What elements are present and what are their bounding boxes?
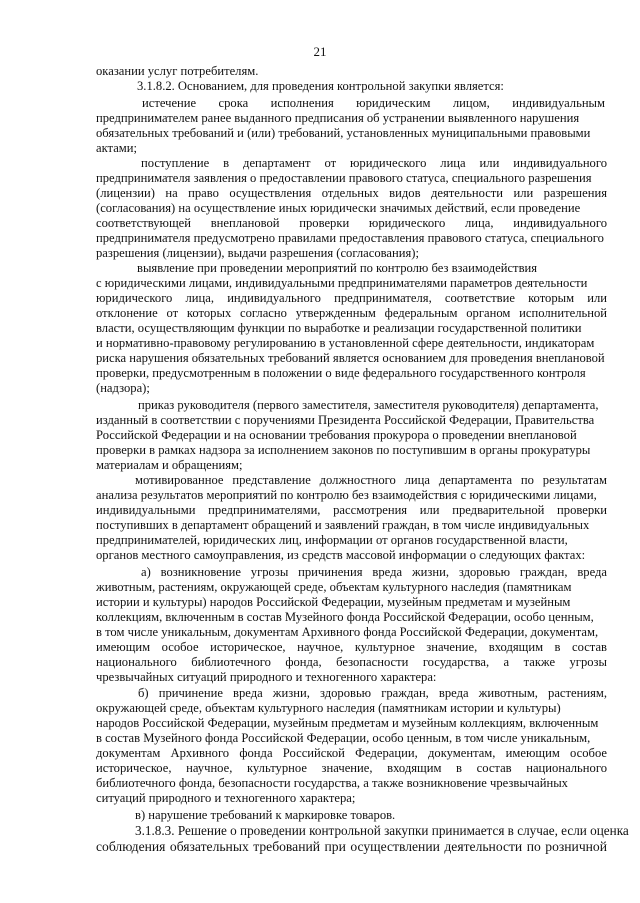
text-line: актами; (96, 141, 137, 155)
text-line: коллекциям, включенным в состав Музейного фонда Российской Федерации, особо ценным, (96, 610, 594, 624)
text-line: изданный в соответствии с поручениями Президента Российской Федерации, Правительства (96, 413, 595, 427)
text-line: разрешения (лицензии), выдачи разрешения (согласования); (96, 246, 419, 260)
text-line: и нормативно-правовому регулированию в установленной сфере деятельности, индикаторам (96, 336, 595, 350)
text-line: народов Российской Федерации, музейным предметам и музейным коллекциям, включенным (96, 716, 599, 730)
text-line: обязательных требований и (или) требований, установленных муниципальными правовыми (96, 126, 591, 140)
text-line: Российской Федерации и на основании требования прокурора о проведении внеплановой (96, 428, 577, 442)
text-line: индивидуальными предпринимателями, рассмотрения или предварительной проверки (96, 503, 607, 517)
text-line: органов местного самоуправления, из средств массовой информации о следующих фактах: (96, 548, 586, 562)
text-line: поступление в департамент от юридического лица или индивидуального (141, 156, 607, 170)
text-line: проверки, предусмотренным в положении о виде федерального государственного контроля (96, 366, 586, 380)
text-line: власти, осуществляющим функции по выработке и реализации государственной политики (96, 321, 582, 335)
text-line: истории и культуры) народов Российской Федерации, музейным предметам и музейным (96, 595, 571, 609)
text-line: библиотечного фонда, безопасности государства, а также возникновение чрезвычайных (96, 776, 568, 790)
text-line: животным, растениям, окружающей среде, объектам культурного наследия (памятникам (96, 580, 572, 594)
text-line: (согласования) на осуществление иных юридически значимых действий, если проведение (96, 201, 581, 215)
page-number: 21 (313, 44, 327, 59)
text-line: риска нарушения обязательных требований является основанием для проведения внеплановой (96, 351, 605, 365)
text-line: мотивированное представление должностного лица департамента по результатам (135, 473, 607, 487)
text-line: историческое, научное, культурное значение, входящим в состав национального (96, 761, 607, 775)
text-line: предпринимателя заявления о предоставлении правового статуса, специального разрешения (96, 171, 592, 185)
text-line: оказании услуг потребителям. (96, 64, 259, 78)
text-line: предпринимателем ранее выданного предписания об устранении выявленного нарушения (96, 111, 580, 125)
text-line: б) причинение вреда жизни, здоровью граждан, вреда животным, растениям, (138, 686, 607, 700)
text-line: имеющим особое историческое, научное, культурное значение, входящим в состав (96, 640, 607, 654)
text-line: ситуаций природного и техногенного характера; (96, 791, 356, 805)
text-line: национального библиотечного фонда, безопасности государства, а также угрозы (96, 655, 607, 669)
text-line: 3.1.8.3. Решение о проведении контрольной закупки принимается в случае, если оценка (135, 823, 629, 838)
text-line: соответствующей внеплановой проверки юридического лица, индивидуального (96, 216, 607, 230)
text-line: поступивших в департамент обращений и заявлений граждан, в том числе индивидуальных (96, 518, 590, 532)
text-line: окружающей среде, объектам культурного наследия (памятникам истории и культуры) (96, 701, 561, 715)
text-line: приказ руководителя (первого заместителя, заместителя руководителя) департамента, (138, 398, 599, 412)
text-line: анализа результатов мероприятий по контролю без взаимодействия с юридическими лицами, (96, 488, 597, 502)
text-line: выявление при проведении мероприятий по контролю без взаимодействия (137, 261, 538, 275)
text-line: проверки в рамках надзора за исполнением законов по поступившим в органы прокуратуры (96, 443, 591, 457)
text-line: истечение срока исполнения юридическим лицом, индивидуальным (142, 96, 605, 110)
text-line: в) нарушение требований к маркировке товаров. (135, 808, 396, 822)
text-line: (надзора); (96, 381, 150, 395)
text-line: чрезвычайных ситуаций природного и техногенного характера: (96, 670, 437, 684)
text-line: (лицензии) на право осуществления отдельных видов деятельности или разрешения (96, 186, 607, 200)
text-line: в том числе уникальным, документам Архивного фонда Российской Федерации, документам, (96, 625, 599, 639)
text-line: материалам и обращениям; (96, 458, 243, 472)
text-line: отклонение от которых согласно утвержденным федеральным органом исполнительной (96, 306, 607, 320)
text-line: соблюдения обязательных требований при осуществлении деятельности по розничной (96, 839, 607, 854)
text-line: а) возникновение угрозы причинения вреда жизни, здоровью граждан, вреда (141, 565, 607, 579)
text-line: в состав Музейного фонда Российской Федерации, особо ценным, в том числе уникальным, (96, 731, 591, 745)
text-line: предпринимателя предусмотрено правилами предоставления правового статуса, специального (96, 231, 604, 245)
text-line: документам Архивного фонда Российской Федерации, документам, имеющим особое (96, 746, 607, 760)
text-line: предпринимателей, юридических лиц, информации от органов государственной власти, (96, 533, 568, 547)
text-line: с юридическими лицами, индивидуальными предпринимателями параметров деятельности (96, 276, 588, 290)
text-line: юридического лица, индивидуального предпринимателя, соответствие которым или (96, 291, 607, 305)
text-line: 3.1.8.2. Основанием, для проведения контрольной закупки является: (137, 79, 504, 93)
